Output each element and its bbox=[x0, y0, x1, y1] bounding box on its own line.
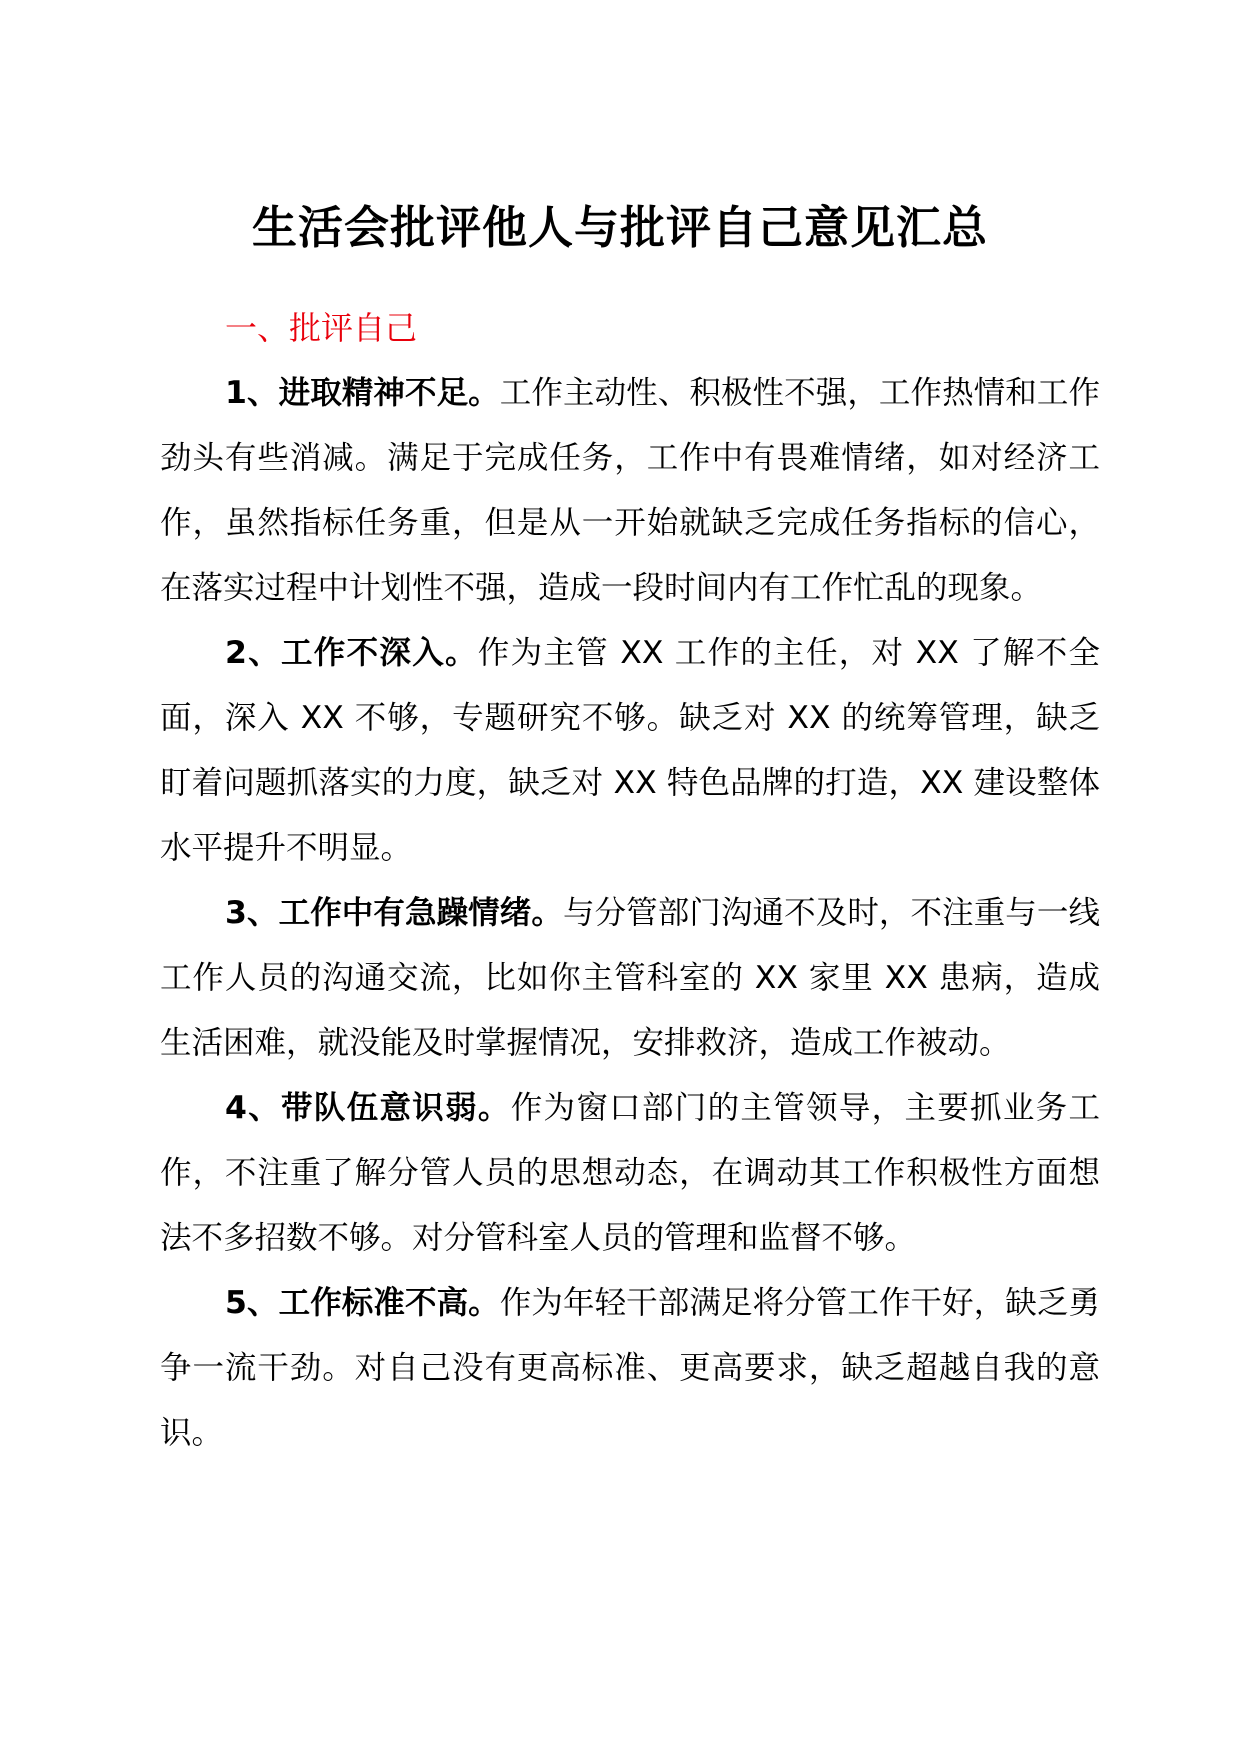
paragraph-lead: 5、工作标准不高。 bbox=[225, 1285, 500, 1321]
paragraph-lead: 1、进取精神不足。 bbox=[225, 375, 500, 411]
paragraph-text: 作为年轻干部满足将分管工作干好，缺乏勇争一流干劲。对自己没有更高标准、更高要求，缺乏超越自我的意识。 bbox=[160, 1285, 1100, 1451]
section-heading: 一、批评自己 bbox=[225, 309, 418, 347]
paragraph-text: 与分管部门沟通不及时，不注重与一线工作人员的沟通交流，比如你主管科室的 XX 家里 XX 患病，造成生活困难，就没能及时掌握情况，安排救济，造成工作被动。 bbox=[160, 895, 1100, 1061]
paragraph-item-4 bbox=[160, 1076, 1100, 1271]
document-title: 生活会批评他人与批评自己意见汇总 bbox=[251, 201, 988, 254]
paragraph-lead: 2、工作不深入。 bbox=[225, 635, 478, 671]
paragraph-item-5 bbox=[160, 1271, 1100, 1466]
paragraph-text: 工作主动性、积极性不强，工作热情和工作劲头有些消减。满足于完成任务，工作中有畏难情绪，如对经济工作，虽然指标任务重，但是从一开始就缺乏完成任务指标的信心，在落实过程中计划性不强，造成一段时间内有工作忙乱的现象。 bbox=[160, 375, 1100, 606]
paragraph-lead: 4、带队伍意识弱。 bbox=[225, 1090, 511, 1126]
paragraph-item-1 bbox=[160, 361, 1100, 621]
document-body bbox=[160, 296, 1100, 1466]
paragraph-item-2 bbox=[160, 621, 1100, 881]
paragraph-text: 作为主管 XX 工作的主任，对 XX 了解不全面，深入 XX 不够，专题研究不够。缺乏对 XX 的统筹管理，缺乏盯着问题抓落实的力度，缺乏对 XX 特色品牌的打造，XX 建设整体水平提升不明显。 bbox=[160, 635, 1101, 866]
paragraph-text: 作为窗口部门的主管领导，主要抓业务工作，不注重了解分管人员的思想动态，在调动其工作积极性方面想法不多招数不够。对分管科室人员的管理和监督不够。 bbox=[160, 1090, 1100, 1256]
paragraph-item-3 bbox=[160, 881, 1100, 1076]
paragraph-lead: 3、工作中有急躁情绪。 bbox=[225, 895, 563, 931]
